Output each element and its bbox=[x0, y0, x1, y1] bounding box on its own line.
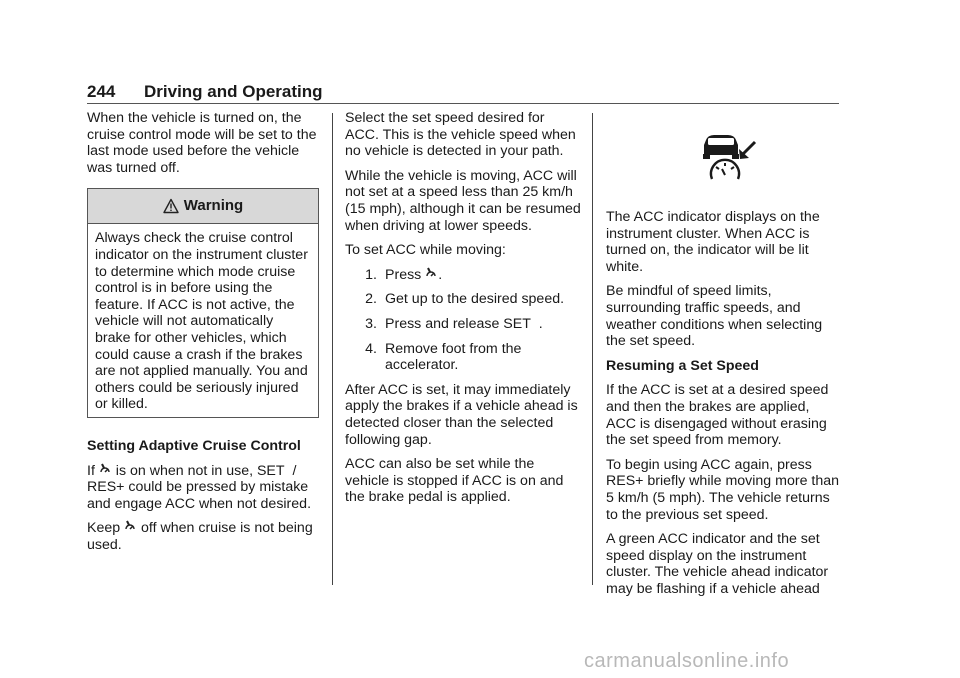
watermark: carmanualsonline.info bbox=[584, 650, 790, 672]
step-number: 4. bbox=[365, 340, 377, 357]
step-item bbox=[345, 291, 581, 308]
paragraph-begin-again: To begin using ACC again, press RES+ briefly while moving more than 5 km/h (5 mph). The vehicle returns to the previous set speed. bbox=[606, 456, 840, 523]
paragraph-if-on bbox=[87, 463, 319, 513]
text-if: If bbox=[87, 462, 95, 479]
cruise-control-icon bbox=[425, 267, 437, 281]
paragraph-select-speed: Select the set speed desired for ACC. This is the vehicle speed when no vehicle is detected in your path. bbox=[345, 110, 576, 160]
step-item bbox=[345, 341, 581, 374]
header-rule bbox=[87, 103, 839, 104]
page-header bbox=[87, 82, 839, 104]
paragraph-to-set: To set ACC while moving: bbox=[345, 242, 506, 259]
step-text: Remove foot from the accelerator. bbox=[385, 340, 522, 374]
column-1 bbox=[87, 110, 319, 561]
text-keep-rest: off when cruise is not being used. bbox=[87, 520, 313, 553]
cruise-control-icon bbox=[99, 463, 111, 477]
text-if-rest: is on when not in use, SET / RES+ could be pressed by mistake and engage ACC when not desired. bbox=[87, 462, 312, 512]
step-number: 2. bbox=[365, 291, 377, 308]
column-2 bbox=[345, 110, 581, 514]
step-text-end: . bbox=[438, 266, 443, 283]
paragraph-after-set: After ACC is set, it may immediately apply the brakes if a vehicle ahead is detected closer than the selected following gap. bbox=[345, 381, 578, 448]
paragraph-brakes-applied: If the ACC is set at a desired speed and then the brakes are applied, ACC is disengaged without erasing the set speed from memory. bbox=[606, 382, 829, 449]
step-item bbox=[345, 267, 581, 284]
warning-body: Always check the cruise control indicator on the instrument cluster to determine which mode cruise control is in before using the feature. If ACC is not active, the vehicle will not automatically brake for other vehicles, which could cause a crash if the brakes are not applied manually. You and others could be seriously injured or killed. bbox=[95, 230, 308, 413]
step-text bbox=[385, 267, 442, 284]
warning-box bbox=[87, 188, 319, 418]
column-3 bbox=[606, 110, 842, 605]
step-number: 3. bbox=[365, 315, 377, 332]
paragraph-indicator: The ACC indicator displays on the instrument cluster. When ACC is turned on, the indicator will be lit white. bbox=[606, 209, 820, 275]
step-item bbox=[345, 316, 581, 333]
step-number: 1. bbox=[365, 266, 377, 283]
steps-list bbox=[345, 267, 581, 374]
cruise-control-icon bbox=[124, 520, 136, 534]
warning-header bbox=[88, 189, 318, 224]
paragraph-keep-off bbox=[87, 520, 319, 553]
step-text: Press and release SET . bbox=[385, 315, 543, 332]
subhead-setting-acc: Setting Adaptive Cruise Control bbox=[87, 437, 301, 454]
acc-vehicle-ahead-icon bbox=[700, 135, 760, 181]
text-keep: Keep bbox=[87, 520, 121, 537]
paragraph-while-moving: While the vehicle is moving, ACC will not set at a speed less than 25 km/h (15 mph), although it can be resumed when driving at lower speeds. bbox=[345, 167, 581, 234]
step-text: Get up to the desired speed. bbox=[385, 291, 565, 308]
column-divider-1 bbox=[332, 113, 333, 585]
section-title: Driving and Operating bbox=[144, 82, 323, 101]
paragraph-mindful: Be mindful of speed limits, surrounding traffic speeds, and weather conditions when selecting the set speed. bbox=[606, 283, 823, 350]
column-divider-2 bbox=[592, 113, 593, 585]
intro-paragraph: When the vehicle is turned on, the cruise control mode will be set to the last mode used before the vehicle was turned off. bbox=[87, 110, 317, 176]
paragraph-green-indicator: A green ACC indicator and the set speed display on the instrument cluster. The vehicle ahead indicator may be flashing if a vehicle ahead bbox=[606, 531, 829, 597]
step-text-press: Press bbox=[385, 266, 422, 283]
paragraph-stopped: ACC can also be set while the vehicle is stopped if ACC is on and the brake pedal is applied. bbox=[345, 456, 564, 506]
warning-title: Warning bbox=[183, 197, 244, 215]
warning-triangle-icon bbox=[163, 198, 179, 214]
page-number: 244 bbox=[87, 82, 116, 101]
subhead-resuming: Resuming a Set Speed bbox=[606, 357, 759, 374]
